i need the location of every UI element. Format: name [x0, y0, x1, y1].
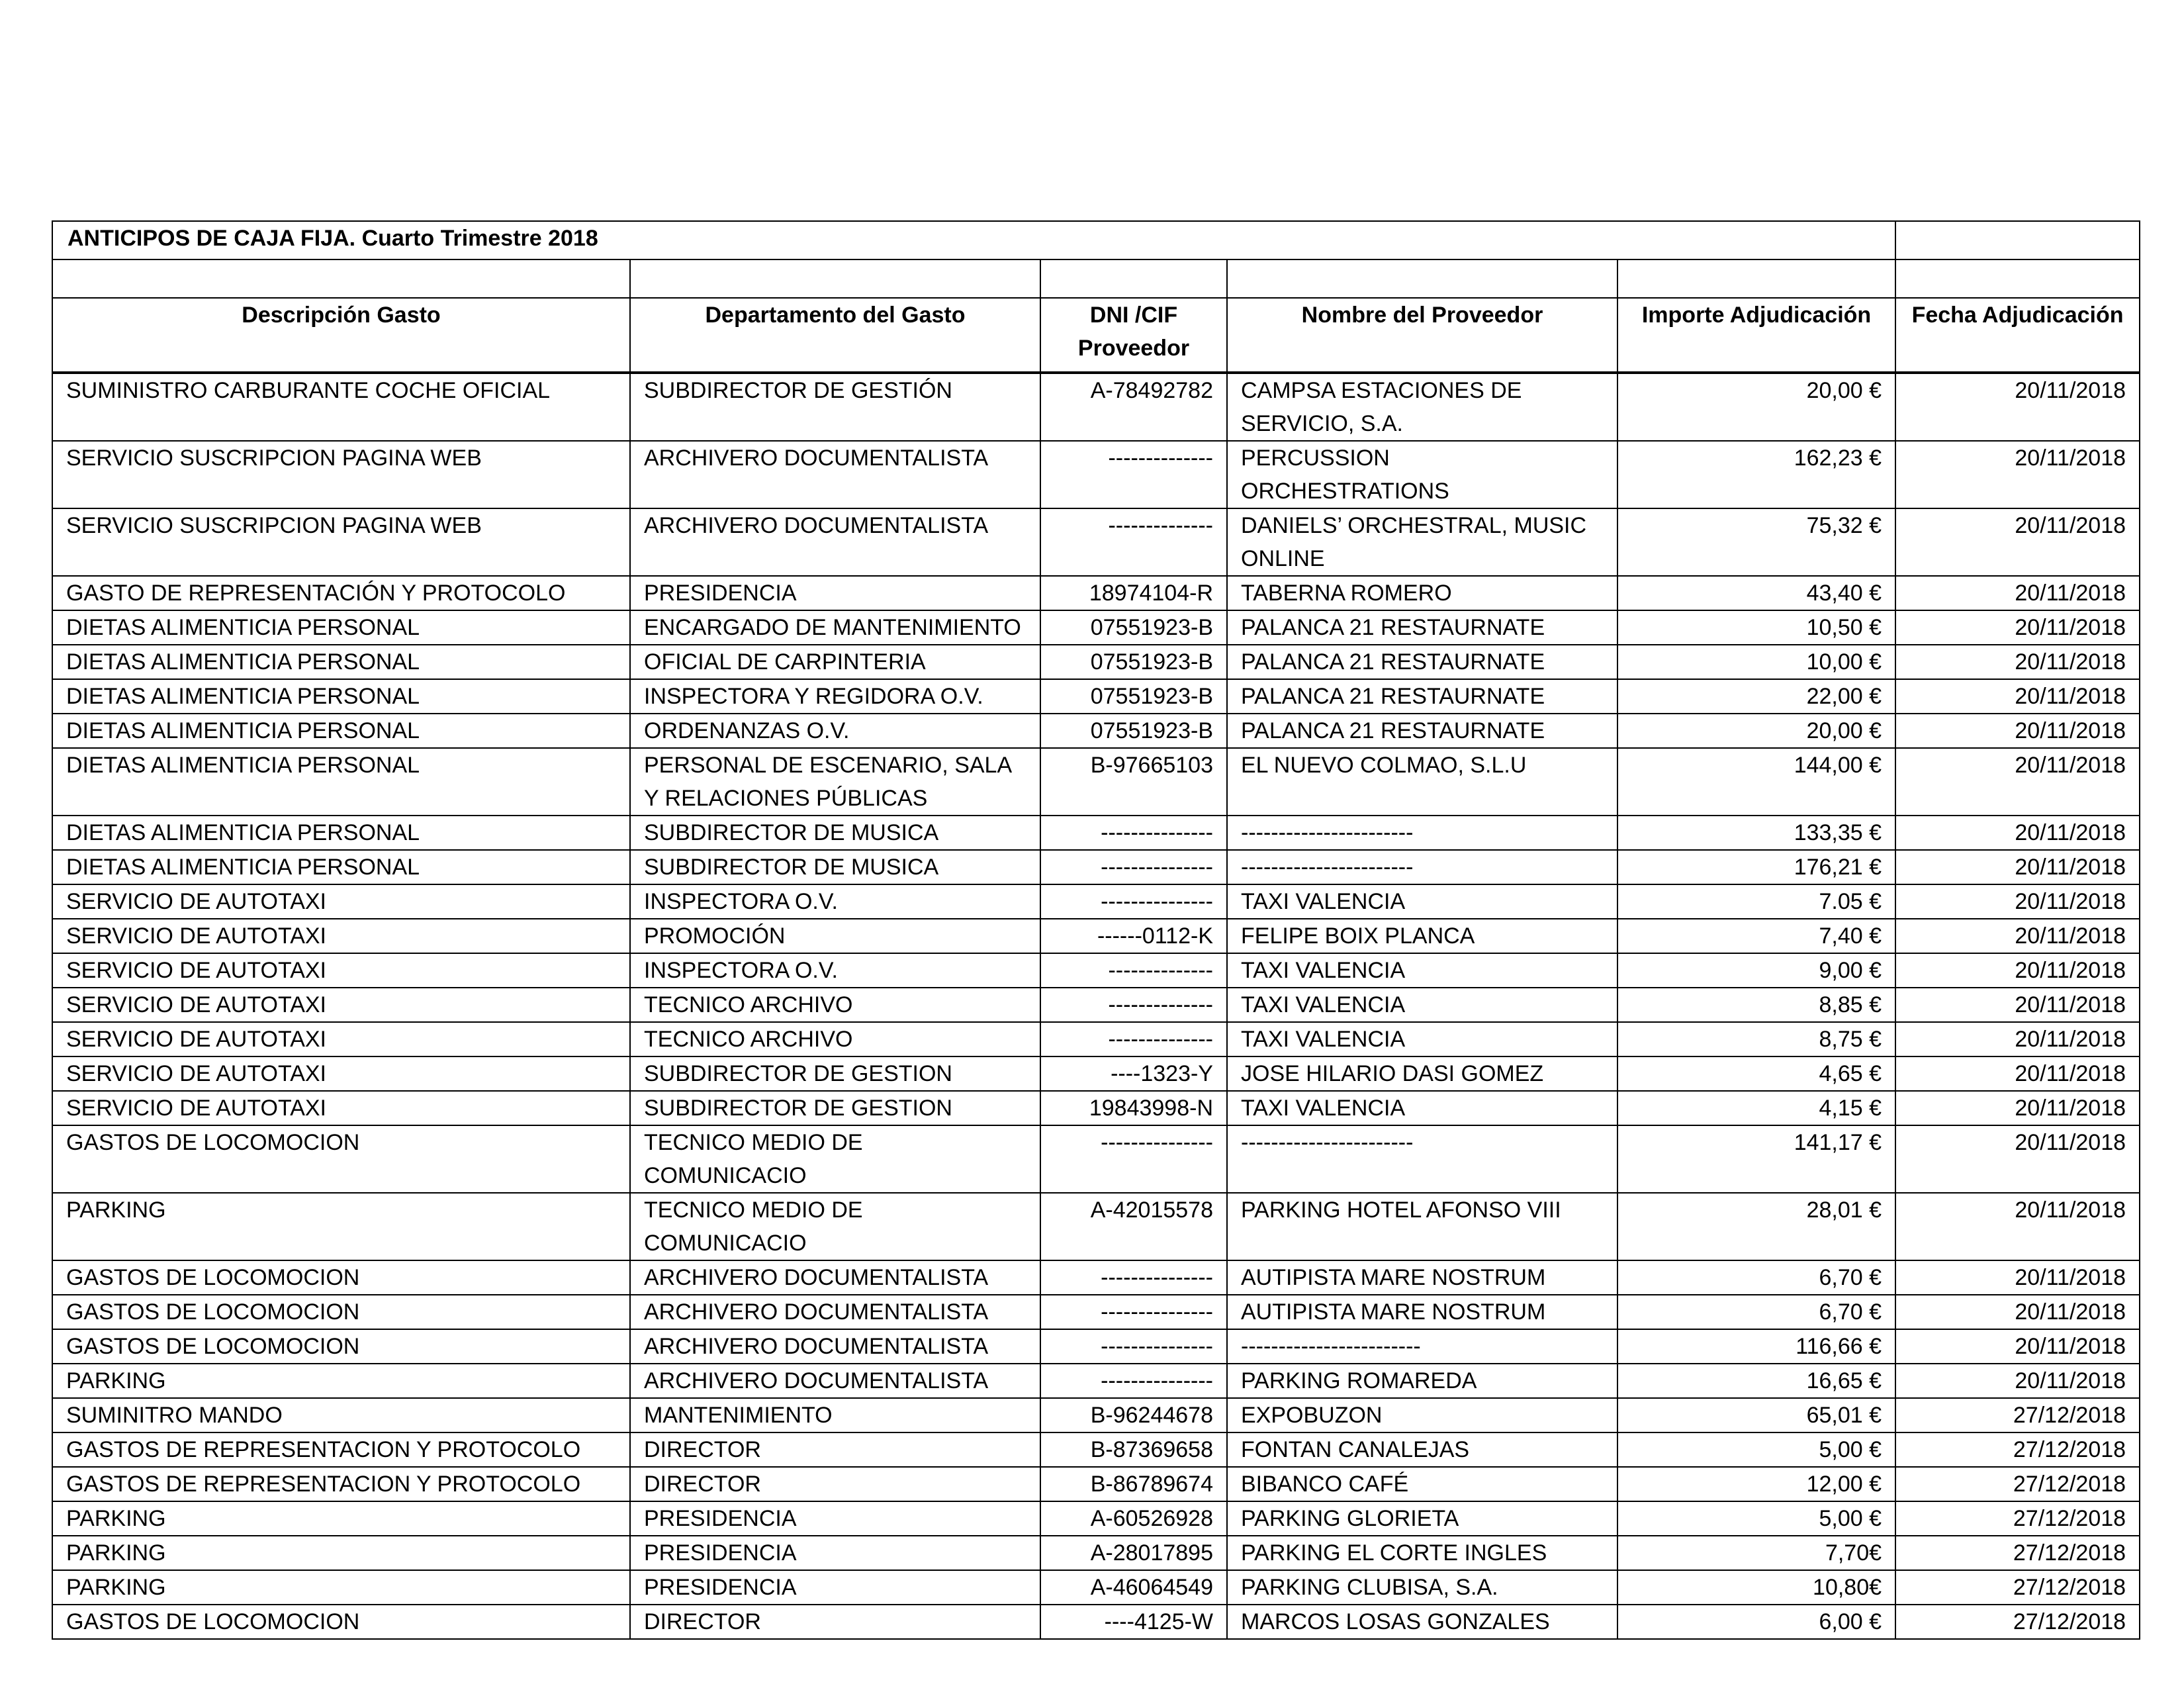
- cell-importe: 10,80€: [1617, 1570, 1895, 1605]
- blank-cell: [52, 259, 630, 298]
- cell-importe: 4,65 €: [1617, 1056, 1895, 1091]
- cell-importe: 20,00 €: [1617, 714, 1895, 748]
- cell-departamento: ARCHIVERO DOCUMENTALISTA: [630, 508, 1040, 576]
- cell-descripcion: SERVICIO DE AUTOTAXI: [52, 953, 630, 988]
- cell-descripcion: SUMINITRO MANDO: [52, 1398, 630, 1432]
- cell-fecha: 27/12/2018: [1895, 1605, 2140, 1639]
- cell-descripcion: PARKING: [52, 1570, 630, 1605]
- cell-descripcion: SERVICIO DE AUTOTAXI: [52, 919, 630, 953]
- cell-departamento: INSPECTORA O.V.: [630, 953, 1040, 988]
- cell-departamento: DIRECTOR: [630, 1467, 1040, 1501]
- cell-dni: --------------: [1040, 508, 1227, 576]
- cell-departamento: INSPECTORA Y REGIDORA O.V.: [630, 679, 1040, 714]
- table-row: [52, 714, 2140, 748]
- cell-descripcion: PARKING: [52, 1193, 630, 1260]
- cell-descripcion: DIETAS ALIMENTICIA PERSONAL: [52, 748, 630, 816]
- cell-dni: --------------: [1040, 441, 1227, 508]
- cell-dni: 07551923-B: [1040, 610, 1227, 645]
- cell-importe: 6,00 €: [1617, 1605, 1895, 1639]
- cell-descripcion: GASTOS DE LOCOMOCION: [52, 1125, 630, 1193]
- cell-fecha: 20/11/2018: [1895, 645, 2140, 679]
- table-row: [52, 1432, 2140, 1467]
- cell-departamento: PRESIDENCIA: [630, 1536, 1040, 1570]
- cell-importe: 141,17 €: [1617, 1125, 1895, 1193]
- header-row: [52, 298, 2140, 373]
- cell-proveedor: AUTIPISTA MARE NOSTRUM: [1227, 1295, 1617, 1329]
- table-row: [52, 1295, 2140, 1329]
- cell-dni: B-96244678: [1040, 1398, 1227, 1432]
- cell-fecha: 20/11/2018: [1895, 816, 2140, 850]
- cell-proveedor: TAXI VALENCIA: [1227, 1091, 1617, 1125]
- cell-descripcion: PARKING: [52, 1364, 630, 1398]
- blank-cell: [1895, 259, 2140, 298]
- cell-dni: --------------: [1040, 988, 1227, 1022]
- cell-fecha: 20/11/2018: [1895, 508, 2140, 576]
- cell-departamento: OFICIAL DE CARPINTERIA: [630, 645, 1040, 679]
- cell-dni: 07551923-B: [1040, 679, 1227, 714]
- cell-departamento: PRESIDENCIA: [630, 576, 1040, 610]
- table-row: [52, 850, 2140, 884]
- cell-descripcion: SERVICIO SUSCRIPCION PAGINA WEB: [52, 441, 630, 508]
- table-row: [52, 953, 2140, 988]
- cell-dni: ---------------: [1040, 1295, 1227, 1329]
- cell-departamento: TECNICO MEDIO DE COMUNICACIO: [630, 1125, 1040, 1193]
- cell-departamento: ARCHIVERO DOCUMENTALISTA: [630, 1329, 1040, 1364]
- cell-departamento: ARCHIVERO DOCUMENTALISTA: [630, 1295, 1040, 1329]
- cell-departamento: DIRECTOR: [630, 1432, 1040, 1467]
- cell-departamento: SUBDIRECTOR DE MUSICA: [630, 850, 1040, 884]
- table-row: [52, 1260, 2140, 1295]
- cell-proveedor: EXPOBUZON: [1227, 1398, 1617, 1432]
- cell-importe: 162,23 €: [1617, 441, 1895, 508]
- cell-descripcion: SERVICIO DE AUTOTAXI: [52, 1056, 630, 1091]
- table-row: [52, 645, 2140, 679]
- cell-proveedor: TABERNA ROMERO: [1227, 576, 1617, 610]
- cell-departamento: SUBDIRECTOR DE GESTIÓN: [630, 373, 1040, 441]
- cell-dni: 07551923-B: [1040, 714, 1227, 748]
- cell-departamento: MANTENIMIENTO: [630, 1398, 1040, 1432]
- table-row: [52, 748, 2140, 816]
- cell-proveedor: PARKING GLORIETA: [1227, 1501, 1617, 1536]
- blank-cell: [1040, 259, 1227, 298]
- cell-proveedor: TAXI VALENCIA: [1227, 1022, 1617, 1056]
- cell-importe: 75,32 €: [1617, 508, 1895, 576]
- header-fecha: Fecha Adjudicación: [1895, 298, 2140, 373]
- cell-fecha: 20/11/2018: [1895, 610, 2140, 645]
- cell-descripcion: DIETAS ALIMENTICIA PERSONAL: [52, 816, 630, 850]
- cell-dni: ---------------: [1040, 816, 1227, 850]
- cell-proveedor: JOSE HILARIO DASI GOMEZ: [1227, 1056, 1617, 1091]
- cell-importe: 8,75 €: [1617, 1022, 1895, 1056]
- cell-descripcion: GASTOS DE REPRESENTACION Y PROTOCOLO: [52, 1432, 630, 1467]
- cell-fecha: 27/12/2018: [1895, 1501, 2140, 1536]
- cell-proveedor: PALANCA 21 RESTAURNATE: [1227, 610, 1617, 645]
- cell-dni: ---------------: [1040, 1125, 1227, 1193]
- cell-importe: 43,40 €: [1617, 576, 1895, 610]
- cell-importe: 65,01 €: [1617, 1398, 1895, 1432]
- cell-dni: B-87369658: [1040, 1432, 1227, 1467]
- cell-fecha: 27/12/2018: [1895, 1398, 2140, 1432]
- cell-departamento: PRESIDENCIA: [630, 1570, 1040, 1605]
- cell-proveedor: EL NUEVO COLMAO, S.L.U: [1227, 748, 1617, 816]
- cell-importe: 5,00 €: [1617, 1432, 1895, 1467]
- cell-departamento: TECNICO ARCHIVO: [630, 1022, 1040, 1056]
- cell-departamento: INSPECTORA O.V.: [630, 884, 1040, 919]
- table-title: ANTICIPOS DE CAJA FIJA. Cuarto Trimestre 2018: [52, 221, 1895, 259]
- cell-departamento: ARCHIVERO DOCUMENTALISTA: [630, 1260, 1040, 1295]
- cell-dni: B-86789674: [1040, 1467, 1227, 1501]
- blank-cell: [1617, 259, 1895, 298]
- header-departamento: Departamento del Gasto: [630, 298, 1040, 373]
- table-row: [52, 919, 2140, 953]
- cell-dni: ----1323-Y: [1040, 1056, 1227, 1091]
- cell-dni: ---------------: [1040, 1364, 1227, 1398]
- cell-proveedor: PARKING HOTEL AFONSO VIII: [1227, 1193, 1617, 1260]
- cell-departamento: SUBDIRECTOR DE GESTION: [630, 1056, 1040, 1091]
- cell-importe: 12,00 €: [1617, 1467, 1895, 1501]
- cell-dni: ---------------: [1040, 884, 1227, 919]
- cell-fecha: 20/11/2018: [1895, 1193, 2140, 1260]
- title-empty-cell: [1895, 221, 2140, 259]
- table-body: [52, 373, 2140, 1639]
- table-row: [52, 884, 2140, 919]
- cell-importe: 133,35 €: [1617, 816, 1895, 850]
- cell-descripcion: GASTOS DE REPRESENTACION Y PROTOCOLO: [52, 1467, 630, 1501]
- cell-importe: 8,85 €: [1617, 988, 1895, 1022]
- cell-proveedor: TAXI VALENCIA: [1227, 884, 1617, 919]
- cell-fecha: 20/11/2018: [1895, 953, 2140, 988]
- cell-importe: 10,00 €: [1617, 645, 1895, 679]
- blank-row: [52, 259, 2140, 298]
- header-dni: DNI /CIF Proveedor: [1040, 298, 1227, 373]
- cell-fecha: 27/12/2018: [1895, 1467, 2140, 1501]
- cell-importe: 9,00 €: [1617, 953, 1895, 988]
- cell-fecha: 20/11/2018: [1895, 441, 2140, 508]
- cell-dni: B-97665103: [1040, 748, 1227, 816]
- cell-descripcion: DIETAS ALIMENTICIA PERSONAL: [52, 679, 630, 714]
- header-descripcion: Descripción Gasto: [52, 298, 630, 373]
- cell-fecha: 27/12/2018: [1895, 1570, 2140, 1605]
- cell-proveedor: AUTIPISTA MARE NOSTRUM: [1227, 1260, 1617, 1295]
- title-row: [52, 221, 2140, 259]
- cell-importe: 7,40 €: [1617, 919, 1895, 953]
- cell-departamento: PERSONAL DE ESCENARIO, SALA Y RELACIONES PÚBLICAS: [630, 748, 1040, 816]
- cell-importe: 16,65 €: [1617, 1364, 1895, 1398]
- table-row: [52, 1125, 2140, 1193]
- cell-dni: A-42015578: [1040, 1193, 1227, 1260]
- table-row: [52, 988, 2140, 1022]
- table-row: [52, 1605, 2140, 1639]
- table-row: [52, 1022, 2140, 1056]
- cell-fecha: 27/12/2018: [1895, 1536, 2140, 1570]
- cell-dni: --------------: [1040, 1022, 1227, 1056]
- cell-dni: ---------------: [1040, 1329, 1227, 1364]
- cell-fecha: 20/11/2018: [1895, 1364, 2140, 1398]
- cell-dni: --------------: [1040, 953, 1227, 988]
- table-row: [52, 679, 2140, 714]
- cell-departamento: SUBDIRECTOR DE GESTION: [630, 1091, 1040, 1125]
- cell-fecha: 20/11/2018: [1895, 850, 2140, 884]
- table-row: [52, 1398, 2140, 1432]
- cell-dni: 19843998-N: [1040, 1091, 1227, 1125]
- cell-fecha: 20/11/2018: [1895, 988, 2140, 1022]
- cell-dni: A-28017895: [1040, 1536, 1227, 1570]
- cell-fecha: 20/11/2018: [1895, 373, 2140, 441]
- expense-sheet: [52, 220, 2139, 1640]
- table-row: [52, 508, 2140, 576]
- cell-dni: 18974104-R: [1040, 576, 1227, 610]
- cell-departamento: TECNICO ARCHIVO: [630, 988, 1040, 1022]
- cell-proveedor: -----------------------: [1227, 850, 1617, 884]
- cell-proveedor: PALANCA 21 RESTAURNATE: [1227, 679, 1617, 714]
- table-row: [52, 576, 2140, 610]
- cell-descripcion: GASTOS DE LOCOMOCION: [52, 1260, 630, 1295]
- table-row: [52, 1467, 2140, 1501]
- cell-dni: A-46064549: [1040, 1570, 1227, 1605]
- cell-proveedor: FONTAN CANALEJAS: [1227, 1432, 1617, 1467]
- cell-descripcion: DIETAS ALIMENTICIA PERSONAL: [52, 645, 630, 679]
- cell-fecha: 20/11/2018: [1895, 1056, 2140, 1091]
- cell-dni: A-60526928: [1040, 1501, 1227, 1536]
- cell-descripcion: DIETAS ALIMENTICIA PERSONAL: [52, 610, 630, 645]
- cell-fecha: 20/11/2018: [1895, 679, 2140, 714]
- cell-dni: ---------------: [1040, 850, 1227, 884]
- cell-proveedor: MARCOS LOSAS GONZALES: [1227, 1605, 1617, 1639]
- cell-descripcion: SERVICIO DE AUTOTAXI: [52, 1091, 630, 1125]
- cell-importe: 20,00 €: [1617, 373, 1895, 441]
- cell-fecha: 20/11/2018: [1895, 748, 2140, 816]
- table-row: [52, 1091, 2140, 1125]
- cell-importe: 5,00 €: [1617, 1501, 1895, 1536]
- cell-descripcion: GASTOS DE LOCOMOCION: [52, 1329, 630, 1364]
- cell-descripcion: SERVICIO DE AUTOTAXI: [52, 988, 630, 1022]
- cell-proveedor: FELIPE BOIX PLANCA: [1227, 919, 1617, 953]
- cell-fecha: 20/11/2018: [1895, 576, 2140, 610]
- table-row: [52, 1364, 2140, 1398]
- table-row: [52, 1570, 2140, 1605]
- table-row: [52, 816, 2140, 850]
- cell-descripcion: GASTO DE REPRESENTACIÓN Y PROTOCOLO: [52, 576, 630, 610]
- cell-proveedor: CAMPSA ESTACIONES DE SERVICIO, S.A.: [1227, 373, 1617, 441]
- cell-fecha: 27/12/2018: [1895, 1432, 2140, 1467]
- cell-descripcion: PARKING: [52, 1536, 630, 1570]
- cell-proveedor: PARKING ROMAREDA: [1227, 1364, 1617, 1398]
- blank-cell: [1227, 259, 1617, 298]
- table-row: [52, 1056, 2140, 1091]
- cell-proveedor: PALANCA 21 RESTAURNATE: [1227, 714, 1617, 748]
- cell-departamento: PRESIDENCIA: [630, 1501, 1040, 1536]
- cell-importe: 116,66 €: [1617, 1329, 1895, 1364]
- cell-departamento: ARCHIVERO DOCUMENTALISTA: [630, 441, 1040, 508]
- cell-dni: ------0112-K: [1040, 919, 1227, 953]
- cell-dni: A-78492782: [1040, 373, 1227, 441]
- cell-descripcion: GASTOS DE LOCOMOCION: [52, 1295, 630, 1329]
- cell-departamento: DIRECTOR: [630, 1605, 1040, 1639]
- cell-proveedor: BIBANCO CAFÉ: [1227, 1467, 1617, 1501]
- cell-departamento: ORDENANZAS O.V.: [630, 714, 1040, 748]
- table-row: [52, 610, 2140, 645]
- cell-importe: 22,00 €: [1617, 679, 1895, 714]
- cell-fecha: 20/11/2018: [1895, 1295, 2140, 1329]
- cell-dni: ---------------: [1040, 1260, 1227, 1295]
- cell-importe: 6,70 €: [1617, 1260, 1895, 1295]
- table-row: [52, 1501, 2140, 1536]
- cell-importe: 7.05 €: [1617, 884, 1895, 919]
- cell-importe: 6,70 €: [1617, 1295, 1895, 1329]
- cell-dni: 07551923-B: [1040, 645, 1227, 679]
- cell-proveedor: TAXI VALENCIA: [1227, 988, 1617, 1022]
- cell-descripcion: SUMINISTRO CARBURANTE COCHE OFICIAL: [52, 373, 630, 441]
- table-row: [52, 1193, 2140, 1260]
- cell-importe: 4,15 €: [1617, 1091, 1895, 1125]
- table-row: [52, 373, 2140, 441]
- cell-importe: 176,21 €: [1617, 850, 1895, 884]
- cell-departamento: ARCHIVERO DOCUMENTALISTA: [630, 1364, 1040, 1398]
- header-proveedor: Nombre del Proveedor: [1227, 298, 1617, 373]
- cell-proveedor: TAXI VALENCIA: [1227, 953, 1617, 988]
- cell-importe: 7,70€: [1617, 1536, 1895, 1570]
- cell-fecha: 20/11/2018: [1895, 1022, 2140, 1056]
- cell-descripcion: DIETAS ALIMENTICIA PERSONAL: [52, 850, 630, 884]
- cell-descripcion: SERVICIO DE AUTOTAXI: [52, 884, 630, 919]
- cell-descripcion: PARKING: [52, 1501, 630, 1536]
- cell-descripcion: DIETAS ALIMENTICIA PERSONAL: [52, 714, 630, 748]
- table-row: [52, 1329, 2140, 1364]
- expense-table: [52, 220, 2140, 1640]
- cell-departamento: ENCARGADO DE MANTENIMIENTO: [630, 610, 1040, 645]
- cell-importe: 28,01 €: [1617, 1193, 1895, 1260]
- cell-fecha: 20/11/2018: [1895, 884, 2140, 919]
- cell-proveedor: PARKING EL CORTE INGLES: [1227, 1536, 1617, 1570]
- cell-fecha: 20/11/2018: [1895, 919, 2140, 953]
- cell-fecha: 20/11/2018: [1895, 1125, 2140, 1193]
- cell-descripcion: SERVICIO SUSCRIPCION PAGINA WEB: [52, 508, 630, 576]
- cell-importe: 144,00 €: [1617, 748, 1895, 816]
- cell-departamento: PROMOCIÓN: [630, 919, 1040, 953]
- cell-proveedor: PALANCA 21 RESTAURNATE: [1227, 645, 1617, 679]
- cell-departamento: SUBDIRECTOR DE MUSICA: [630, 816, 1040, 850]
- cell-importe: 10,50 €: [1617, 610, 1895, 645]
- cell-proveedor: PARKING CLUBISA, S.A.: [1227, 1570, 1617, 1605]
- cell-descripcion: SERVICIO DE AUTOTAXI: [52, 1022, 630, 1056]
- cell-proveedor: -----------------------: [1227, 1125, 1617, 1193]
- cell-fecha: 20/11/2018: [1895, 1329, 2140, 1364]
- cell-departamento: TECNICO MEDIO DE COMUNICACIO: [630, 1193, 1040, 1260]
- cell-proveedor: DANIELS’ ORCHESTRAL, MUSIC ONLINE: [1227, 508, 1617, 576]
- cell-fecha: 20/11/2018: [1895, 1260, 2140, 1295]
- cell-proveedor: PERCUSSION ORCHESTRATIONS: [1227, 441, 1617, 508]
- table-row: [52, 441, 2140, 508]
- cell-fecha: 20/11/2018: [1895, 1091, 2140, 1125]
- cell-proveedor: -----------------------: [1227, 816, 1617, 850]
- blank-cell: [630, 259, 1040, 298]
- cell-dni: ----4125-W: [1040, 1605, 1227, 1639]
- table-row: [52, 1536, 2140, 1570]
- cell-proveedor: ------------------------: [1227, 1329, 1617, 1364]
- cell-fecha: 20/11/2018: [1895, 714, 2140, 748]
- cell-descripcion: GASTOS DE LOCOMOCION: [52, 1605, 630, 1639]
- header-importe: Importe Adjudicación: [1617, 298, 1895, 373]
